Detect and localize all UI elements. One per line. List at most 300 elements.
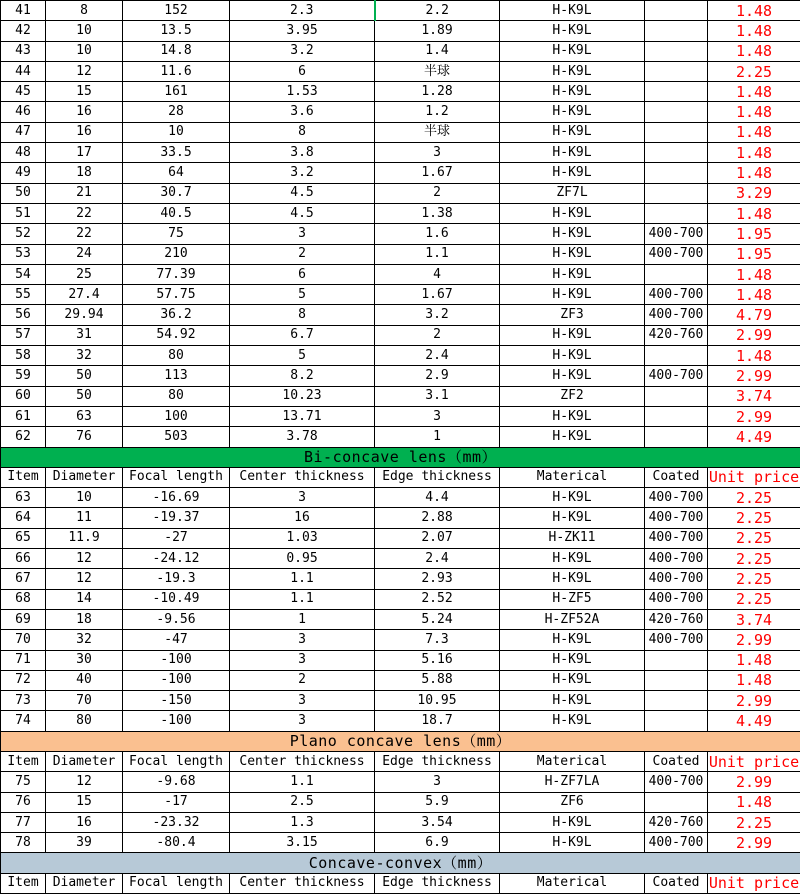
cell-focal-length: 80 [123, 386, 230, 406]
column-header-coated: Coated [645, 467, 708, 487]
cell-material: H-K9L [500, 102, 645, 122]
cell-center-thickness: 2.3 [230, 1, 375, 21]
cell-center-thickness: 8.2 [230, 366, 375, 386]
cell-center-thickness: 3 [230, 488, 375, 508]
cell-diameter: 32 [46, 630, 123, 650]
cell-focal-length: 75 [123, 224, 230, 244]
cell-edge-thickness: 2.52 [375, 589, 500, 609]
cell-material: H-K9L [500, 346, 645, 366]
cell-unit-price: 2.25 [708, 488, 800, 508]
cell-material: H-ZF5 [500, 589, 645, 609]
cell-focal-length: -9.68 [123, 772, 230, 792]
section-title: Bi-concave lens（mm） [1, 447, 800, 467]
cell-material: H-K9L [500, 812, 645, 832]
cell-item: 59 [1, 366, 46, 386]
cell-material: H-K9L [500, 41, 645, 61]
cell-diameter: 25 [46, 264, 123, 284]
cell-edge-thickness: 3 [375, 143, 500, 163]
cell-edge-thickness: 2.93 [375, 569, 500, 589]
cell-material: H-K9L [500, 143, 645, 163]
column-header-row [1, 751, 800, 771]
cell-focal-length: -16.69 [123, 488, 230, 508]
table-row [1, 21, 800, 41]
cell-center-thickness: 1.3 [230, 812, 375, 832]
cell-coated [645, 143, 708, 163]
cell-item: 66 [1, 549, 46, 569]
cell-item: 67 [1, 569, 46, 589]
cell-unit-price: 1.48 [708, 1, 800, 21]
cell-edge-thickness: 1.2 [375, 102, 500, 122]
cell-coated: 400-700 [645, 224, 708, 244]
cell-coated: 400-700 [645, 589, 708, 609]
cell-edge-thickness: 5.88 [375, 670, 500, 690]
cell-unit-price: 1.48 [708, 82, 800, 102]
cell-edge-thickness: 2 [375, 325, 500, 345]
cell-coated: 400-700 [645, 508, 708, 528]
cell-coated: 400-700 [645, 488, 708, 508]
cell-item: 69 [1, 609, 46, 629]
cell-item: 65 [1, 528, 46, 548]
cell-material: H-K9L [500, 630, 645, 650]
column-header-item: Item [1, 467, 46, 487]
cell-coated [645, 82, 708, 102]
cell-diameter: 10 [46, 488, 123, 508]
cell-coated: 400-700 [645, 305, 708, 325]
cell-unit-price: 2.25 [708, 549, 800, 569]
cell-edge-thickness: 2.88 [375, 508, 500, 528]
cell-diameter: 10 [46, 41, 123, 61]
cell-diameter: 12 [46, 772, 123, 792]
cell-coated [645, 21, 708, 41]
cell-diameter: 12 [46, 61, 123, 81]
cell-coated: 400-700 [645, 833, 708, 853]
table-row [1, 549, 800, 569]
cell-diameter: 21 [46, 183, 123, 203]
cell-coated [645, 183, 708, 203]
cell-center-thickness: 0.95 [230, 549, 375, 569]
cell-edge-thickness: 3.1 [375, 386, 500, 406]
table-row [1, 346, 800, 366]
table-row [1, 812, 800, 832]
cell-edge-thickness: 4 [375, 264, 500, 284]
table-row [1, 61, 800, 81]
cell-diameter: 31 [46, 325, 123, 345]
cell-edge-thickness: 1.1 [375, 244, 500, 264]
cell-material: H-K9L [500, 366, 645, 386]
cell-edge-thickness: 2.9 [375, 366, 500, 386]
cell-center-thickness: 3 [230, 650, 375, 670]
cell-center-thickness: 3.2 [230, 41, 375, 61]
table-row [1, 143, 800, 163]
cell-diameter: 22 [46, 224, 123, 244]
cell-item: 57 [1, 325, 46, 345]
table-row [1, 285, 800, 305]
cell-unit-price: 1.95 [708, 224, 800, 244]
section-title-row [1, 731, 800, 751]
cell-diameter: 11 [46, 508, 123, 528]
cell-coated [645, 163, 708, 183]
cell-edge-thickness: 1.4 [375, 41, 500, 61]
cell-diameter: 39 [46, 833, 123, 853]
cell-coated [645, 102, 708, 122]
cell-edge-thickness: 1 [375, 427, 500, 447]
cell-edge-thickness: 2.4 [375, 549, 500, 569]
cell-unit-price: 1.48 [708, 163, 800, 183]
cell-focal-length: 36.2 [123, 305, 230, 325]
cell-edge-thickness: 1.28 [375, 82, 500, 102]
cell-diameter: 29.94 [46, 305, 123, 325]
cell-item: 76 [1, 792, 46, 812]
cell-item: 43 [1, 41, 46, 61]
cell-coated [645, 122, 708, 142]
table-row [1, 569, 800, 589]
cell-edge-thickness: 1.89 [375, 21, 500, 41]
cell-diameter: 30 [46, 650, 123, 670]
cell-center-thickness: 5 [230, 285, 375, 305]
table-row [1, 244, 800, 264]
cell-focal-length: -24.12 [123, 549, 230, 569]
cell-coated [645, 406, 708, 426]
cell-material: H-K9L [500, 82, 645, 102]
cell-center-thickness: 4.5 [230, 203, 375, 223]
cell-diameter: 27.4 [46, 285, 123, 305]
cell-edge-thickness: 3 [375, 772, 500, 792]
cell-diameter: 10 [46, 21, 123, 41]
cell-unit-price: 2.99 [708, 325, 800, 345]
cell-diameter: 14 [46, 589, 123, 609]
cell-focal-length: 503 [123, 427, 230, 447]
cell-edge-thickness: 5.9 [375, 792, 500, 812]
cell-material: ZF7L [500, 183, 645, 203]
cell-center-thickness: 3 [230, 691, 375, 711]
cell-center-thickness: 4.5 [230, 183, 375, 203]
cell-edge-thickness: 10.95 [375, 691, 500, 711]
cell-material: H-K9L [500, 670, 645, 690]
cell-material: H-K9L [500, 203, 645, 223]
cell-unit-price: 1.48 [708, 792, 800, 812]
cell-material: H-K9L [500, 122, 645, 142]
cell-unit-price: 2.25 [708, 61, 800, 81]
cell-unit-price: 3.74 [708, 386, 800, 406]
cell-unit-price: 1.48 [708, 203, 800, 223]
table-row [1, 772, 800, 792]
cell-material: H-K9L [500, 285, 645, 305]
cell-item: 44 [1, 61, 46, 81]
cell-coated: 400-700 [645, 285, 708, 305]
cell-material: H-K9L [500, 488, 645, 508]
cell-edge-thickness: 1.67 [375, 163, 500, 183]
cell-material: H-K9L [500, 650, 645, 670]
cell-coated: 400-700 [645, 569, 708, 589]
cell-item: 47 [1, 122, 46, 142]
cell-focal-length: 152 [123, 1, 230, 21]
cell-coated: 420-760 [645, 609, 708, 629]
table-row [1, 224, 800, 244]
cell-item: 62 [1, 427, 46, 447]
cell-diameter: 32 [46, 346, 123, 366]
cell-material: H-K9L [500, 569, 645, 589]
cell-item: 45 [1, 82, 46, 102]
cell-center-thickness: 3 [230, 224, 375, 244]
cell-center-thickness: 2 [230, 244, 375, 264]
column-header-edge-thickness: Edge thickness [375, 751, 500, 771]
cell-material: H-K9L [500, 264, 645, 284]
cell-unit-price: 2.25 [708, 589, 800, 609]
cell-unit-price: 2.25 [708, 812, 800, 832]
cell-unit-price: 2.99 [708, 630, 800, 650]
cell-unit-price: 2.99 [708, 366, 800, 386]
cell-focal-length: -80.4 [123, 833, 230, 853]
cell-material: ZF6 [500, 792, 645, 812]
cell-unit-price: 1.48 [708, 41, 800, 61]
column-header-diameter: Diameter [46, 467, 123, 487]
cell-edge-thickness: 3.2 [375, 305, 500, 325]
cell-material: H-ZK11 [500, 528, 645, 548]
column-header-material: Materical [500, 873, 645, 893]
cell-diameter: 70 [46, 691, 123, 711]
cell-center-thickness: 1.03 [230, 528, 375, 548]
cell-item: 51 [1, 203, 46, 223]
cell-diameter: 63 [46, 406, 123, 426]
cell-material: H-ZF7LA [500, 772, 645, 792]
cell-diameter: 15 [46, 82, 123, 102]
cell-unit-price: 3.29 [708, 183, 800, 203]
cell-unit-price: 1.48 [708, 102, 800, 122]
cell-edge-thickness: 2.07 [375, 528, 500, 548]
cell-material: H-K9L [500, 427, 645, 447]
column-header-focal-length: Focal length [123, 751, 230, 771]
cell-diameter: 40 [46, 670, 123, 690]
cell-diameter: 15 [46, 792, 123, 812]
cell-item: 49 [1, 163, 46, 183]
cell-item: 78 [1, 833, 46, 853]
table-row [1, 650, 800, 670]
cell-diameter: 50 [46, 386, 123, 406]
cell-focal-length: 210 [123, 244, 230, 264]
cell-material: H-ZF52A [500, 609, 645, 629]
cell-unit-price: 1.48 [708, 650, 800, 670]
cell-center-thickness: 5 [230, 346, 375, 366]
cell-edge-thickness: 2.4 [375, 346, 500, 366]
cell-unit-price: 4.79 [708, 305, 800, 325]
table-row [1, 122, 800, 142]
column-header-item: Item [1, 873, 46, 893]
cell-item: 56 [1, 305, 46, 325]
table-row [1, 792, 800, 812]
column-header-center-thickness: Center thickness [230, 467, 375, 487]
cell-coated: 400-700 [645, 528, 708, 548]
cell-diameter: 16 [46, 102, 123, 122]
cell-center-thickness: 8 [230, 305, 375, 325]
cell-edge-thickness: 5.16 [375, 650, 500, 670]
cell-unit-price: 1.48 [708, 122, 800, 142]
cell-center-thickness: 1.1 [230, 772, 375, 792]
cell-material: H-K9L [500, 21, 645, 41]
cell-coated [645, 427, 708, 447]
cell-focal-length: 100 [123, 406, 230, 426]
cell-center-thickness: 3 [230, 711, 375, 731]
cell-coated: 420-760 [645, 812, 708, 832]
cell-material: H-K9L [500, 61, 645, 81]
cell-center-thickness: 3.78 [230, 427, 375, 447]
column-header-coated: Coated [645, 873, 708, 893]
cell-item: 71 [1, 650, 46, 670]
cell-item: 55 [1, 285, 46, 305]
cell-material: H-K9L [500, 163, 645, 183]
cell-item: 48 [1, 143, 46, 163]
cell-coated [645, 203, 708, 223]
cell-focal-length: 13.5 [123, 21, 230, 41]
cell-material: H-K9L [500, 711, 645, 731]
cell-edge-thickness: 3.54 [375, 812, 500, 832]
cell-focal-length: -23.32 [123, 812, 230, 832]
cell-center-thickness: 6 [230, 61, 375, 81]
cell-center-thickness: 2.5 [230, 792, 375, 812]
table-row [1, 82, 800, 102]
cell-material: H-K9L [500, 549, 645, 569]
cell-center-thickness: 3 [230, 630, 375, 650]
cell-coated [645, 1, 708, 21]
cell-item: 75 [1, 772, 46, 792]
column-header-row [1, 467, 800, 487]
cell-center-thickness: 10.23 [230, 386, 375, 406]
table-row [1, 203, 800, 223]
column-header-center-thickness: Center thickness [230, 751, 375, 771]
cell-unit-price: 2.99 [708, 833, 800, 853]
cell-unit-price: 2.99 [708, 691, 800, 711]
cell-item: 72 [1, 670, 46, 690]
cell-focal-length: -100 [123, 711, 230, 731]
cell-material: H-K9L [500, 244, 645, 264]
cell-material: H-K9L [500, 224, 645, 244]
cell-center-thickness: 1.53 [230, 82, 375, 102]
cell-item: 52 [1, 224, 46, 244]
cell-unit-price: 4.49 [708, 711, 800, 731]
cell-unit-price: 1.48 [708, 21, 800, 41]
cell-coated [645, 792, 708, 812]
cell-center-thickness: 6 [230, 264, 375, 284]
cell-coated: 420-760 [645, 325, 708, 345]
cell-material: ZF3 [500, 305, 645, 325]
table-row [1, 691, 800, 711]
cell-coated [645, 650, 708, 670]
cell-item: 70 [1, 630, 46, 650]
column-header-diameter: Diameter [46, 873, 123, 893]
cell-unit-price: 2.25 [708, 569, 800, 589]
cell-material: H-K9L [500, 325, 645, 345]
table-row [1, 41, 800, 61]
cell-diameter: 12 [46, 569, 123, 589]
cell-diameter: 12 [46, 549, 123, 569]
section-title: Plano concave lens（mm） [1, 731, 800, 751]
cell-unit-price: 1.48 [708, 346, 800, 366]
cell-item: 64 [1, 508, 46, 528]
section-title-row [1, 447, 800, 467]
cell-coated: 400-700 [645, 630, 708, 650]
cell-coated [645, 670, 708, 690]
cell-diameter: 80 [46, 711, 123, 731]
cell-center-thickness: 1 [230, 609, 375, 629]
cell-edge-thickness: 7.3 [375, 630, 500, 650]
table-row [1, 183, 800, 203]
cell-focal-length: -10.49 [123, 589, 230, 609]
cell-material: H-K9L [500, 508, 645, 528]
column-header-center-thickness: Center thickness [230, 873, 375, 893]
cell-edge-thickness: 18.7 [375, 711, 500, 731]
cell-center-thickness: 16 [230, 508, 375, 528]
cell-focal-length: 57.75 [123, 285, 230, 305]
table-row [1, 325, 800, 345]
cell-diameter: 18 [46, 609, 123, 629]
table-row [1, 589, 800, 609]
cell-center-thickness: 3.2 [230, 163, 375, 183]
column-header-unit-price: Unit price [708, 468, 800, 487]
cell-item: 61 [1, 406, 46, 426]
cell-diameter: 16 [46, 812, 123, 832]
cell-item: 74 [1, 711, 46, 731]
cell-coated: 400-700 [645, 244, 708, 264]
cell-coated [645, 41, 708, 61]
cell-item: 53 [1, 244, 46, 264]
cell-diameter: 16 [46, 122, 123, 142]
column-header-material: Materical [500, 751, 645, 771]
section-title: Concave-convex（mm） [1, 853, 800, 873]
column-header-coated: Coated [645, 751, 708, 771]
cell-diameter: 11.9 [46, 528, 123, 548]
table-row [1, 833, 800, 853]
cell-unit-price: 2.99 [708, 772, 800, 792]
cell-center-thickness: 1.1 [230, 569, 375, 589]
cell-coated [645, 386, 708, 406]
cell-unit-price: 1.48 [708, 143, 800, 163]
cell-coated: 400-700 [645, 772, 708, 792]
cell-coated: 400-700 [645, 549, 708, 569]
cell-edge-thickness: 1.67 [375, 285, 500, 305]
column-header-row [1, 873, 800, 893]
cell-material: H-K9L [500, 406, 645, 426]
cell-item: 50 [1, 183, 46, 203]
column-header-item: Item [1, 751, 46, 771]
cell-focal-length: 80 [123, 346, 230, 366]
cell-edge-thickness: 1.38 [375, 203, 500, 223]
column-header-unit-price: Unit price [708, 874, 800, 893]
cell-focal-length: 33.5 [123, 143, 230, 163]
cell-diameter: 76 [46, 427, 123, 447]
cell-center-thickness: 3.6 [230, 102, 375, 122]
cell-material: H-K9L [500, 833, 645, 853]
cell-coated [645, 264, 708, 284]
cell-focal-length: -100 [123, 670, 230, 690]
cell-center-thickness: 6.7 [230, 325, 375, 345]
cell-focal-length: -47 [123, 630, 230, 650]
cell-focal-length: 11.6 [123, 61, 230, 81]
cell-item: 60 [1, 386, 46, 406]
cell-item: 46 [1, 102, 46, 122]
cell-item: 42 [1, 21, 46, 41]
cell-focal-length: -17 [123, 792, 230, 812]
cell-material: H-K9L [500, 691, 645, 711]
cell-unit-price: 2.25 [708, 528, 800, 548]
table-row [1, 386, 800, 406]
table-row [1, 609, 800, 629]
cell-focal-length: -27 [123, 528, 230, 548]
table-row [1, 488, 800, 508]
cell-diameter: 50 [46, 366, 123, 386]
table-row [1, 264, 800, 284]
cell-focal-length: 161 [123, 82, 230, 102]
cell-edge-thickness: 3 [375, 406, 500, 426]
cell-item: 58 [1, 346, 46, 366]
